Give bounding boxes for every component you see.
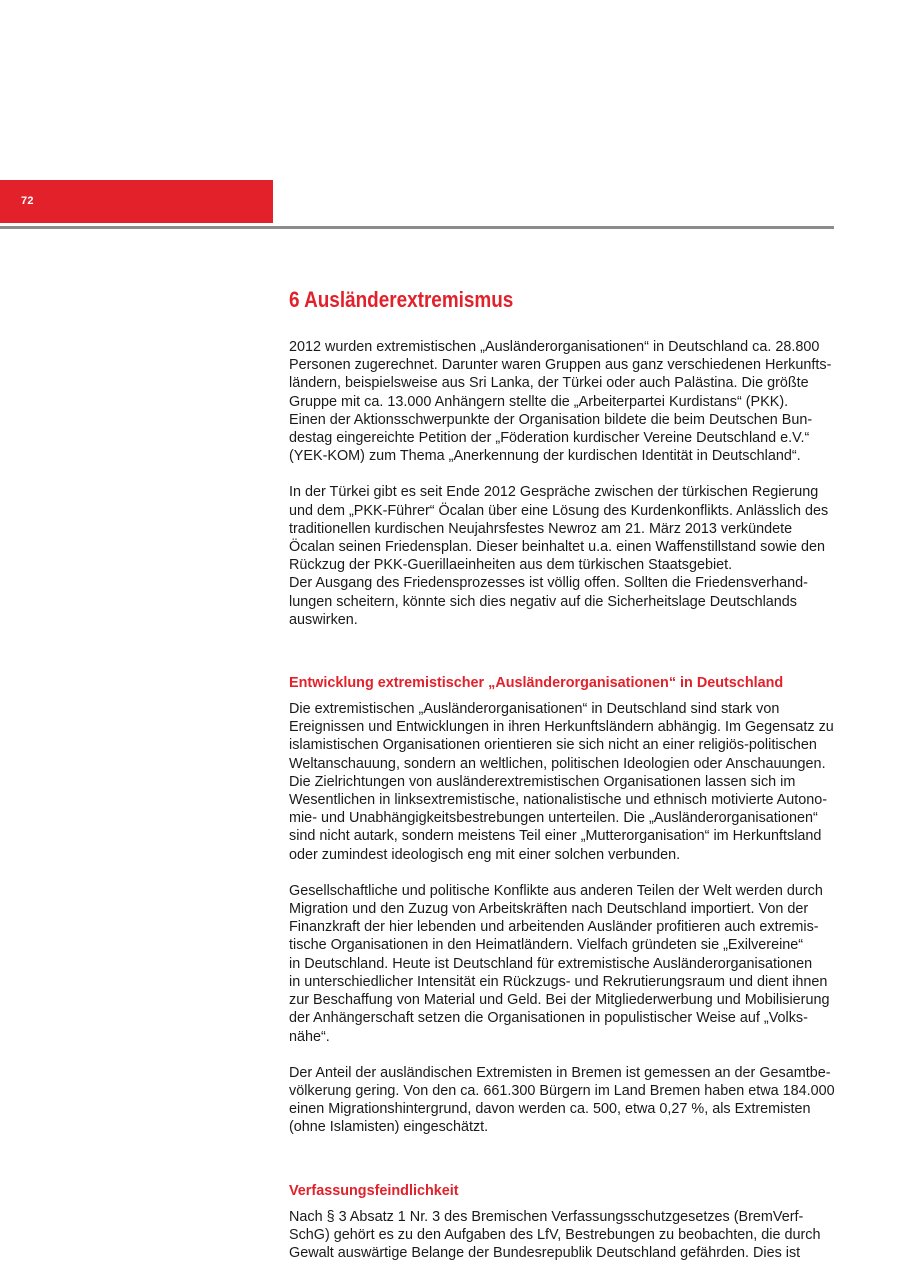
header-rule xyxy=(0,226,834,229)
section-paragraph: Nach § 3 Absatz 1 Nr. 3 des Bremischen Verfassungsschutzgesetzes (BremVerf- SchG) gehört es zu den Aufgaben des LfV, Bestrebungen zu beobachten, die durch Gewalt auswärtige Belange der Bundesrepublik Deutschland gefährden. Dies ist xyxy=(289,1208,821,1261)
section-paragraph: Der Anteil der ausländischen Extremisten in Bremen ist gemessen an der Gesamtbe- völkerung gering. Von den ca. 661.300 Bürgern im Land Bremen haben etwa 184.000 einen Migrationshintergrund, davon werden ca. 500, etwa 0,27 %, als Extremisten (ohne Islamisten) eingeschätzt. xyxy=(289,1064,835,1136)
section-heading-constitution: Verfassungsfeindlichkeit xyxy=(289,1182,459,1199)
chapter-title: 6 Ausländerextremismus xyxy=(289,287,514,312)
section-heading-development: Entwicklung extremistischer „Ausländerorganisationen“ in Deutschland xyxy=(289,675,784,692)
chapter-paragraph: 2012 wurden extremistischen „Ausländerorganisationen“ in Deutschland ca. 28.800 Personen zugerechnet. Darunter waren Gruppen aus ganz verschiedenen Herkunfts- ländern, beispielsweise aus Sri Lanka, der Türkei oder auch Palästina. Die größte Gruppe mit ca. 13.000 Anhängern stellte die „Arbeiterpartei Kurdistans“ (PKK). Einen der Aktionsschwerpunkte der Organisation bildete die beim Deutschen Bun- destag eingereichte Petition der „Föderation kurdischer Vereine Deutschland e.V.“ (YEK-KOM) zum Thema „Anerkennung der kurdischen Identität in Deutschland“. xyxy=(289,339,832,465)
section-paragraph: Die extremistischen „Ausländerorganisationen“ in Deutschland sind stark von Ereignissen und Entwicklungen in ihren Herkunftsländern abhängig. Im Gegensatz zu islamistischen Organisationen orientieren sie sich nicht an einer religiös-politischen Weltanschauung, sondern an weltlichen, politischen Ideologien oder Anschauungen. Die Zielrichtungen von ausländerextremistischen Organisationen lassen sich im Wesentlichen in linksextremistische, nationalistische und ethnisch motivierte Autono- mie- und Unabhängigkeitsbestrebungen unterteilen. Die „Ausländerorganisationen“ sind nicht autark, sondern meistens Teil einer „Mutterorganisation“ im Herkunftsland oder zumindest ideologisch eng mit einer solchen verbunden. xyxy=(289,701,834,863)
page-content xyxy=(289,284,839,1262)
section-paragraph: Gesellschaftliche und politische Konflikte aus anderen Teilen der Welt werden durch Migration und den Zuzug von Arbeitskräften nach Deutschland importiert. Von der Finanzkraft der hier lebenden und arbeitenden Ausländer profitieren auch extremis- tische Organisationen in den Heimatländern. Vielfach gründeten sie „Exilvereine“ in Deutschland. Heute ist Deutschland für extremistische Ausländerorganisationen in unterschiedlicher Intensität ein Rückzugs- und Rekrutierungsraum und dient ihnen zur Beschaffung von Material und Geld. Bei der Mitgliederwerbung und Mobilisierung der Anhängerschaft setzen die Organisationen in populistischer Weise auf „Volks- nähe“. xyxy=(289,882,830,1045)
chapter-paragraph: In der Türkei gibt es seit Ende 2012 Gespräche zwischen der türkischen Regierung und dem „PKK-Führer“ Öcalan über eine Lösung des Kurdenkonflikts. Anlässlich des traditionellen kurdischen Neujahrsfestes Newroz am 21. März 2013 verkündete Öcalan seinen Friedensplan. Dieser beinhaltet u.a. einen Waffenstillstand sowie den Rückzug der PKK-Guerillaeinheiten aus dem türkischen Staatsgebiet. Der Ausgang des Friedensprozesses ist völlig offen. Sollten die Friedensverhand- lungen scheitern, könnte sich dies negativ auf die Sicherheitslage Deutschlands auswirken. xyxy=(289,484,829,628)
page-number: 72 xyxy=(21,195,34,207)
page-number-tab xyxy=(0,180,273,223)
